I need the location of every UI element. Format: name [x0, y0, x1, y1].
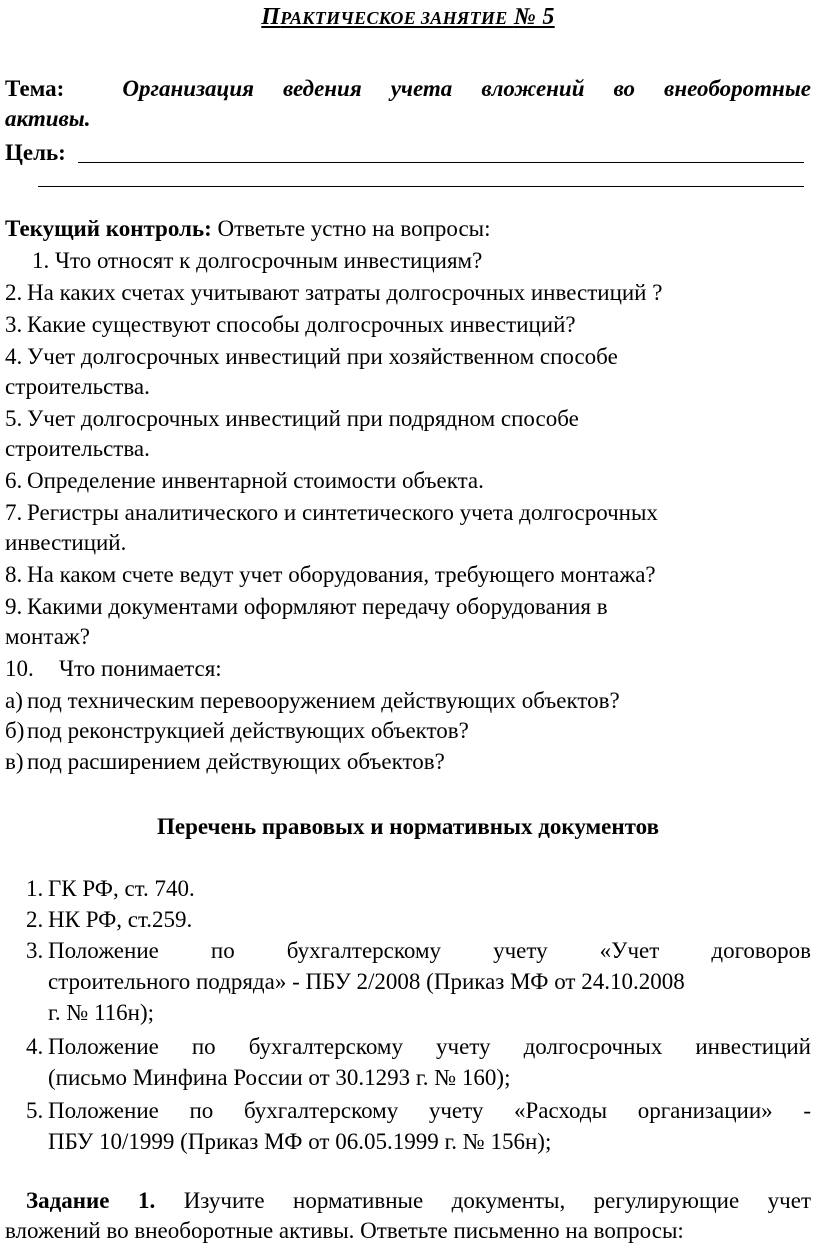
question-9: 9. Какими документами оформляют передачу оборудования в — [5, 594, 608, 619]
document-item-4-num: 4. — [26, 1034, 44, 1059]
task-1-line-1 — [26, 1186, 811, 1216]
question-8: 8. На каком счете ведут учет оборудования, требующего монтажа? — [5, 562, 656, 587]
document-item-4-line-2: (письмо Минфина России от 30.1293 г. № 160); — [48, 1065, 511, 1090]
goal-blank-line-1 — [78, 162, 804, 163]
topic-label: Тема: — [5, 76, 65, 101]
subitem-c: в) под расширением действующих объектов? — [5, 749, 445, 774]
document-item-1: 1. ГК РФ, ст. 740. — [26, 876, 195, 901]
document-item-3-line-2: строительного подряда» - ПБУ 2/2008 (Приказ МФ от 24.10.2008 — [48, 969, 685, 994]
task-1-line-2: вложений во внеоборотные активы. Ответьте письменно на вопросы: — [5, 1218, 684, 1243]
question-3: 3. Какие существуют способы долгосрочных инвестиций? — [5, 312, 576, 337]
control-heading — [5, 214, 491, 244]
question-7-continued: инвестиций. — [5, 530, 127, 555]
page-title — [0, 2, 816, 33]
document-item-5-line-1: Положение по бухгалтерскому учету «Расходы организации» - — [48, 1098, 811, 1123]
subitem-a: а) под техническим перевооружением действующих объектов? — [5, 688, 620, 713]
question-9-continued: монтаж? — [5, 624, 91, 649]
documents-heading: Перечень правовых и нормативных документов — [156, 814, 659, 839]
document-item-3-num: 3. — [26, 938, 44, 963]
question-5-continued: строительства. — [5, 436, 150, 461]
question-7: 7. Регистры аналитического и синтетического учета долгосрочных — [5, 500, 658, 525]
title-number: № 5 — [513, 4, 555, 30]
document-item-3-line-1: Положение по бухгалтерскому учету «Учет договоров — [48, 938, 811, 963]
question-1: 1. Что относят к долгосрочным инвестициям? — [32, 248, 483, 273]
topic-text: Организация ведения учета вложений во внеоборотные — [122, 76, 811, 101]
topic-line-1 — [5, 74, 811, 104]
document-item-5-line-2: ПБУ 10/1999 (Приказ МФ от 06.05.1999 г. № 156н); — [48, 1129, 552, 1154]
question-5: 5. Учет долгосрочных инвестиций при подрядном способе — [5, 406, 579, 431]
document-item-5-num: 5. — [26, 1098, 44, 1123]
control-label: Текущий контроль: — [5, 216, 212, 241]
task-1-label: Задание 1. — [26, 1188, 156, 1213]
question-2: 2. На каких счетах учитывают затраты долгосрочных инвестиций ? — [5, 280, 663, 305]
document-item-3-line-3: г. № 116н); — [48, 1000, 155, 1025]
topic-text-continued: активы. — [5, 106, 91, 131]
question-10: 10. Что понимается: — [5, 656, 222, 681]
question-4: 4. Учет долгосрочных инвестиций при хозяйственном способе — [5, 344, 618, 369]
subitem-b: б) под реконструкцией действующих объектов? — [5, 718, 469, 743]
document-item-2: 2. НК РФ, ст.259. — [26, 907, 193, 932]
goal-blank-line-2 — [38, 186, 804, 187]
title-initial: П — [261, 4, 281, 30]
question-4-continued: строительства. — [5, 374, 150, 399]
goal-label: Цель: — [5, 140, 66, 165]
control-instruction: Ответьте устно на вопросы: — [211, 216, 491, 241]
title-text: РАКТИЧЕСКОЕ ЗАНЯТИЕ — [280, 8, 508, 28]
question-6: 6. Определение инвентарной стоимости объекта. — [5, 468, 484, 493]
document-item-4-line-1: Положение по бухгалтерскому учету долгосрочных инвестиций — [48, 1034, 811, 1059]
task-1-text: Изучите нормативные документы, регулирующие учет — [155, 1188, 811, 1213]
